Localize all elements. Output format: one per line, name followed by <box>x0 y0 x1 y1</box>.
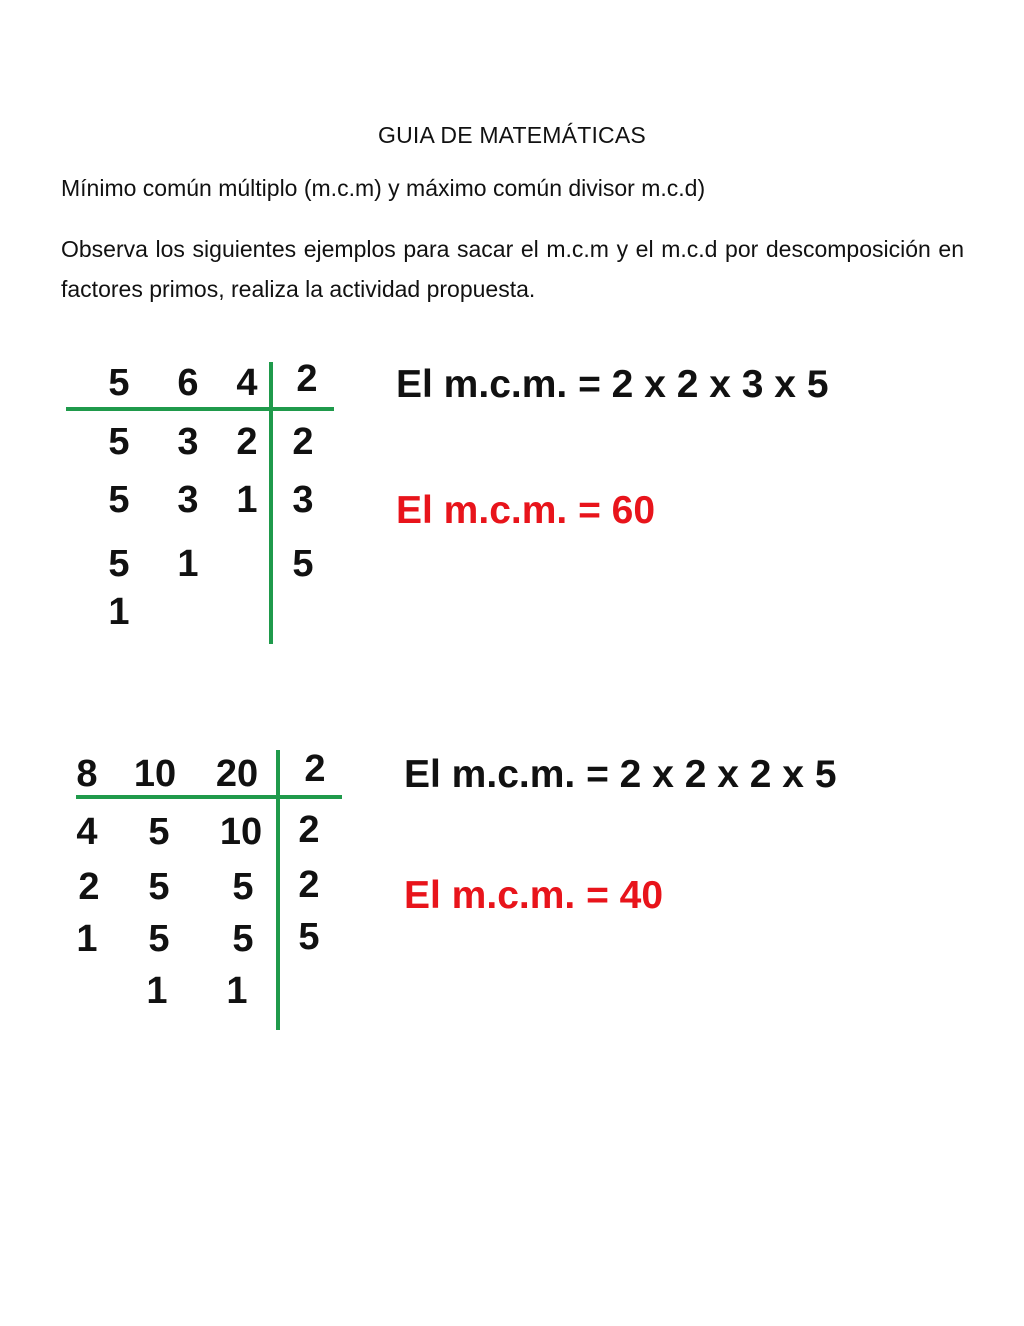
table-cell: 20 <box>215 753 259 795</box>
table-cell: 5 <box>232 866 254 908</box>
prime-factor: 2 <box>292 421 314 463</box>
page-title: GUIA DE MATEMÁTICAS <box>378 122 646 148</box>
table-cell: 5 <box>232 918 254 960</box>
prime-factor: 2 <box>304 748 326 790</box>
table-cell: 5 <box>148 866 170 908</box>
result-value: El m.c.m. = 40 <box>404 874 664 917</box>
table-cell: 5 <box>108 543 130 585</box>
result-expression: El m.c.m. = 2 x 2 x 3 x 5 <box>396 363 829 406</box>
table-cell: 4 <box>236 362 258 404</box>
prime-factor: 2 <box>296 358 318 400</box>
table-cell: 4 <box>76 811 98 853</box>
table-cell: 5 <box>108 479 130 521</box>
prime-factor: 2 <box>298 864 320 906</box>
table-cell: 10 <box>219 811 263 853</box>
page-subtitle: Mínimo común múltiplo (m.c.m) y máximo común divisor m.c.d) <box>61 175 706 201</box>
table-cell: 1 <box>177 543 199 585</box>
table-cell: 1 <box>226 970 248 1012</box>
table-cell: 1 <box>76 918 98 960</box>
table-cell: 8 <box>76 753 98 795</box>
division-horizontal-line <box>66 407 334 411</box>
intro-paragraph: Observa los siguientes ejemplos para sacar el m.c.m y el m.c.d por descomposición en factores primos, realiza la actividad propuesta. <box>61 236 964 302</box>
table-cell: 3 <box>177 421 199 463</box>
division-horizontal-line <box>76 795 342 799</box>
prime-factor: 2 <box>298 809 320 851</box>
table-cell: 5 <box>148 918 170 960</box>
table-cell: 5 <box>108 362 130 404</box>
table-cell: 6 <box>177 362 199 404</box>
table-cell: 3 <box>177 479 199 521</box>
table-cell: 1 <box>146 970 168 1012</box>
table-cell: 5 <box>108 421 130 463</box>
table-cell: 10 <box>133 753 177 795</box>
result-value: El m.c.m. = 60 <box>396 489 656 532</box>
prime-factor: 3 <box>292 479 314 521</box>
table-cell: 5 <box>148 811 170 853</box>
prime-factor: 5 <box>292 543 314 585</box>
result-expression: El m.c.m. = 2 x 2 x 2 x 5 <box>404 753 837 796</box>
table-cell: 2 <box>236 421 258 463</box>
table-cell: 1 <box>236 479 258 521</box>
prime-factor: 5 <box>298 916 320 958</box>
table-cell: 2 <box>78 866 100 908</box>
table-cell: 1 <box>108 591 130 633</box>
division-vertical-line <box>276 750 280 1030</box>
